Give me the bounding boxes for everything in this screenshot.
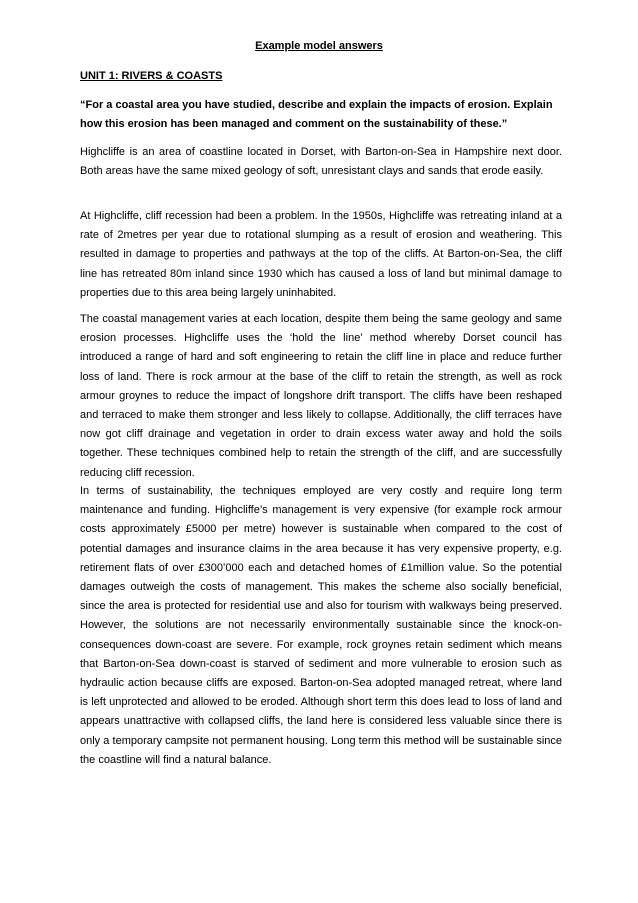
answer-paragraph-management: The coastal management varies at each location, despite them being the same geology and same erosion processes. Highcliffe uses the ‘hold the line’ method whereby Dorset council has introduced a range of hard and soft engineering to retain the cliff line in place and reduce further loss of land. There is rock armour at the base of the cliff to retain the strength, as well as rock armour groynes to reduce the impact of longshore drift transport. The cliffs have been reshaped and terraced to make them stronger and less likely to collapse. Additionally, the cliff terraces have now got cliff drainage and vegetation in order to drain excess water away and hold the soils together. These techniques combined help to retain the strength of the cliff, and are successfully reducing cliff recession. [80, 313, 562, 479]
question-text: “For a coastal area you have studied, describe and explain the impacts of erosion. Explain how this erosion has been managed and comment on the sustainability of these.” [80, 99, 553, 130]
document-title: Example model answers [255, 40, 383, 52]
answer-paragraph-impacts: At Highcliffe, cliff recession had been a problem. In the 1950s, Highcliffe was retreating inland at a rate of 2metres per year due to rotational slumping as a result of erosion and weathering. This resulted in damage to properties and pathways at the top of the cliffs. At Barton-on-Sea, the cliff line has retreated 80m inland since 1930 which has caused a loss of land but minimal damage to properties due to this area being largely uninhabited. [80, 210, 562, 299]
answer-paragraph-sustainability: In terms of sustainability, the techniques employed are very costly and require long term maintenance and funding. Highcliffe’s management is very expensive (for example rock armour costs approximately £5000 per metre) however is sustainable when compared to the cost of potential damages and insurance claims in the area because it has very expensive property, e.g. retirement flats of over £300’000 each and detached homes of £1million value. So the potential damages outweigh the costs of management. This makes the scheme also socially beneficial, since the area is protected for residential use and also for tourism with walkways being preserved. However, the solutions are not necessarily environmentally sustainable since the knock-on-consequences down-coast are severe. For example, rock groynes retain sediment which means that Barton-on-Sea down-coast is starved of sediment and more vulnerable to erosion such as hydraulic action because cliffs are exposed. Barton-on-Sea adopted managed retreat, where land is left unprotected and allowed to be eroded. Although short term this does lead to loss of land and appears unattractive with collapsed cliffs, the land here is considered less valuable since there is only a temporary campsite not permanent housing. Long term this method will be sustainable since the coastline will find a natural balance. [80, 485, 562, 766]
answer-paragraph-intro: Highcliffe is an area of coastline located in Dorset, with Barton-on-Sea in Hampshire next door. Both areas have the same mixed geology of soft, unresistant clays and sands that erode easily. [80, 146, 562, 178]
unit-heading: UNIT 1: RIVERS & COASTS [80, 70, 223, 82]
